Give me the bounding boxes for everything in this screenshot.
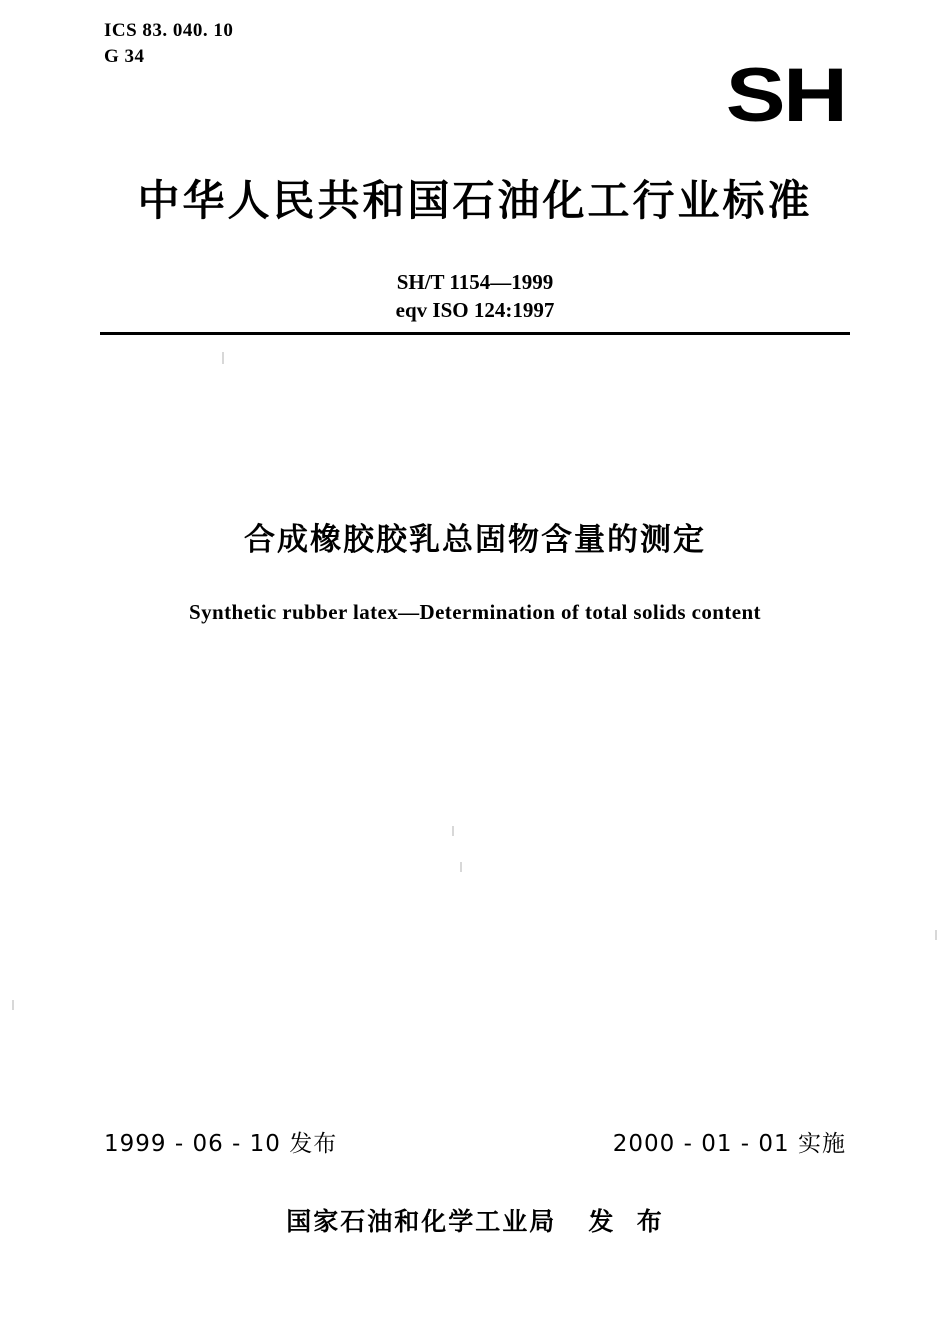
scan-speckle: [222, 352, 224, 364]
scan-speckle: [460, 862, 462, 872]
document-title-english: Synthetic rubber latex—Determination of total solids content: [189, 600, 761, 624]
standard-identifier-block: [0, 268, 950, 325]
sh-logo: SH: [726, 53, 846, 138]
standard-number: SH/T 1154—1999: [396, 270, 554, 294]
issue-date: 1999 - 06 - 10 发布: [104, 1131, 338, 1157]
document-title-chinese: 合成橡胶胶乳总固物含量的测定: [244, 522, 706, 558]
header-divider: [100, 332, 850, 335]
ccs-code: G 34: [104, 45, 145, 67]
scan-speckle: [452, 826, 454, 836]
equivalent-standard: eqv ISO 124:1997: [395, 298, 555, 323]
ics-code: ICS 83. 040. 10: [104, 20, 234, 41]
scan-speckle: [12, 1000, 14, 1010]
scan-speckle: [935, 930, 937, 940]
organization-title: 中华人民共和国石油化工行业标准: [137, 176, 813, 225]
issuing-authority: 国家石油和化学工业局 发 布: [286, 1207, 664, 1236]
ics-classification-block: [104, 18, 233, 69]
effective-date: 2000 - 01 - 01 实施: [612, 1131, 846, 1157]
